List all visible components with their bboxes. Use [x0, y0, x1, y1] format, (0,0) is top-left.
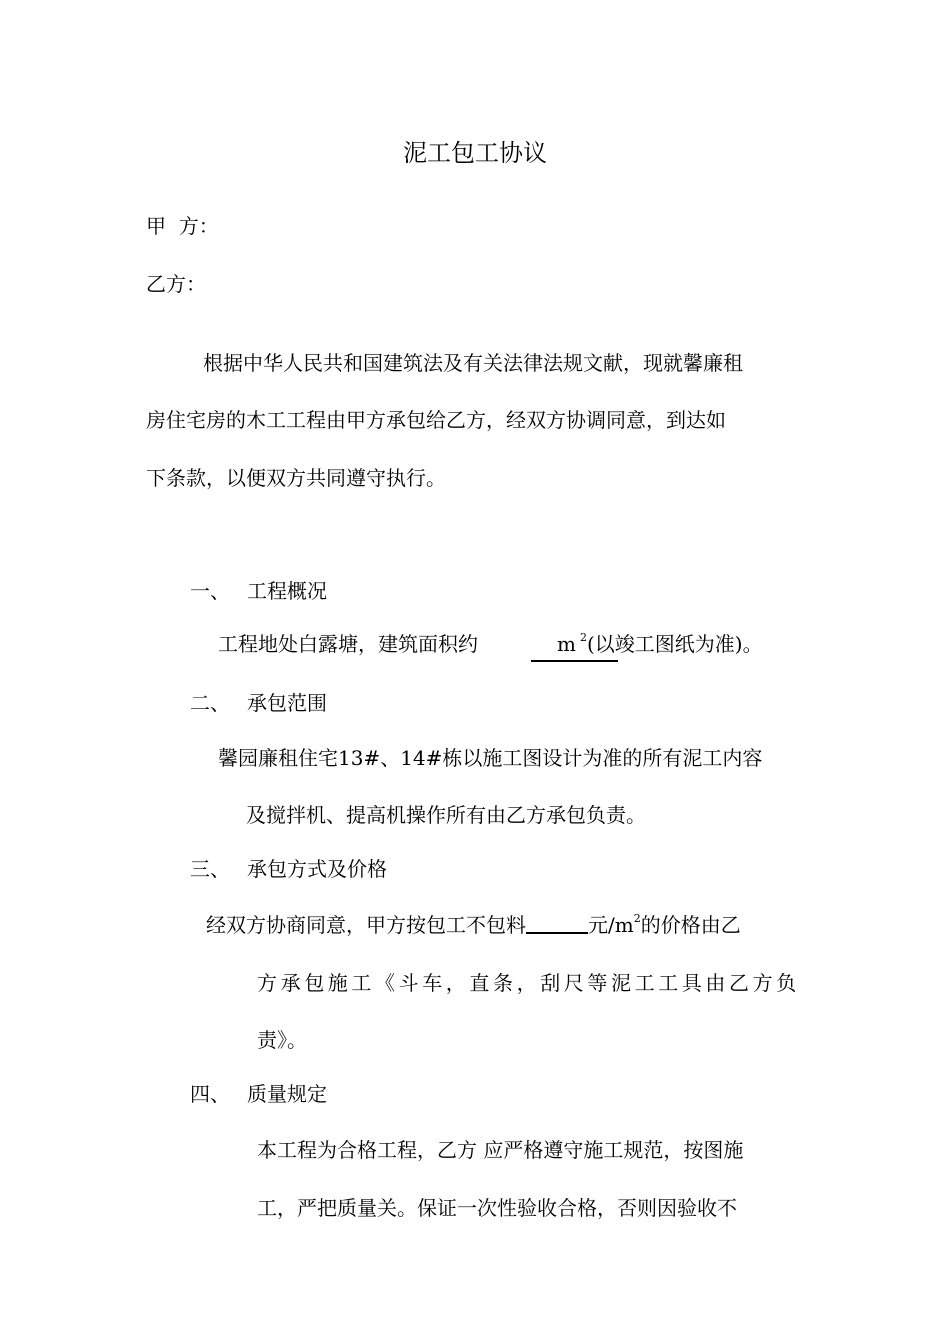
section-3-line-3: 责》。 — [257, 1028, 307, 1052]
section-3-number: 三、 — [190, 857, 230, 881]
section-4-line-1: 本工程为合格工程，乙方 应严格遵守施工规范，按图施 — [257, 1138, 744, 1162]
intro-line-1: 根据中华人民共和国建筑法及有关法律法规文献，现就馨廉租 — [203, 351, 743, 375]
party-a-label: 甲 方： — [146, 214, 219, 238]
price-unit-superscript: 2 — [633, 912, 641, 925]
area-unit-text: m — [557, 632, 576, 656]
section-1-heading: 工程概况 — [247, 579, 327, 603]
price-unit: 元/m — [588, 913, 634, 937]
area-unit-superscript: 2 — [579, 631, 587, 644]
section-2-heading: 承包范围 — [247, 691, 327, 715]
section-3-line-1-after: 的价格由乙 — [640, 913, 741, 937]
intro-line-2: 房住宅房的木工工程由甲方承包给乙方，经双方协调同意，到达如 — [146, 408, 726, 432]
document-title: 泥工包工协议 — [403, 139, 547, 167]
section-1-area-unit — [557, 628, 763, 657]
section-3-line-1 — [206, 909, 741, 938]
section-3-heading: 承包方式及价格 — [247, 857, 387, 881]
area-blank-underline — [531, 660, 618, 662]
section-2-line-1: 馨园廉租住宅13#、14#栋以施工图设计为准的所有泥工内容 — [218, 746, 763, 770]
section-4-number: 四、 — [190, 1082, 230, 1106]
section-1-number: 一、 — [190, 579, 230, 603]
section-3-line-2: 方承包施工《斗车，直条，刮尺等泥工工具由乙方负 — [257, 971, 800, 995]
section-3-line-1-before: 经双方协商同意，甲方按包工不包料 — [206, 913, 526, 937]
section-4-line-2: 工，严把质量关。保证一次性验收合格，否则因验收不 — [257, 1196, 737, 1220]
price-blank-underline — [526, 914, 588, 934]
section-4-heading: 质量规定 — [247, 1082, 327, 1106]
section-1-body — [218, 628, 478, 657]
section-2-number: 二、 — [190, 691, 230, 715]
section-1-body-after: (以竣工图纸为准)。 — [586, 632, 763, 656]
party-b-label: 乙方： — [146, 272, 206, 296]
section-2-line-2: 及搅拌机、提高机操作所有由乙方承包负责。 — [246, 803, 646, 827]
section-1-body-before: 工程地处白露塘，建筑面积约 — [218, 632, 478, 656]
intro-line-3: 下条款，以便双方共同遵守执行。 — [146, 466, 446, 490]
